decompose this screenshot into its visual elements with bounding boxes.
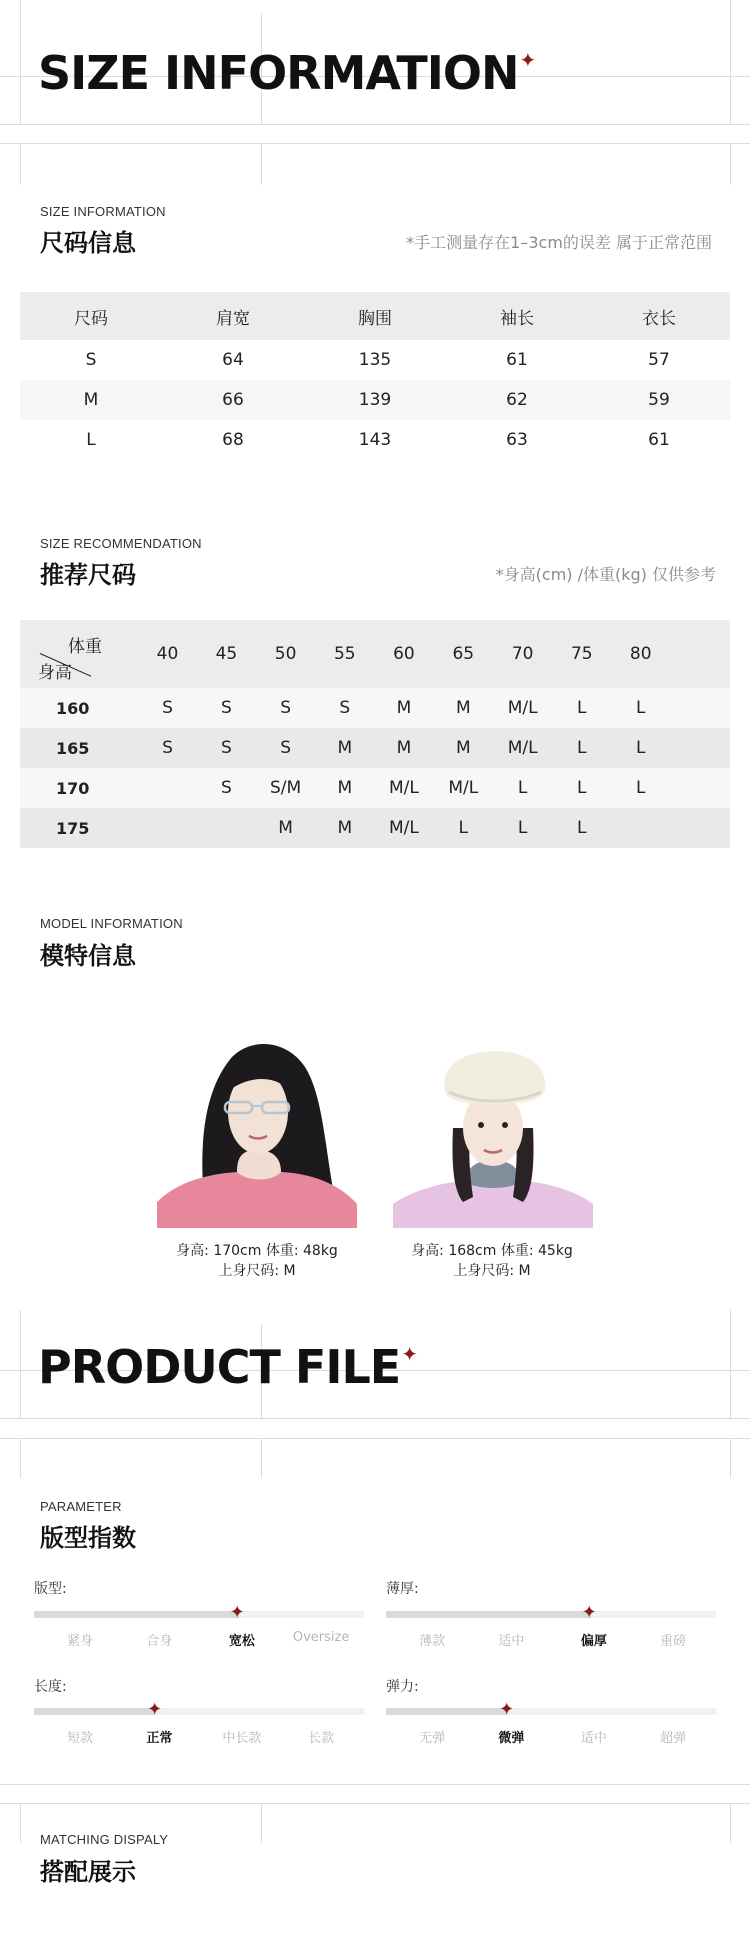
- param-option: Oversize: [292, 1630, 350, 1645]
- size-info-cn: 尺码信息: [40, 229, 136, 257]
- param-option: 适中: [498, 1634, 525, 1649]
- table-cell: 135: [358, 350, 392, 370]
- size-cell: S: [315, 688, 374, 728]
- size-cell: S: [197, 728, 256, 768]
- model-photo-2: [393, 1032, 593, 1228]
- size-cell: M/L: [493, 688, 552, 728]
- size-info-en: SIZE INFORMATION: [40, 204, 166, 219]
- weight-header: 50: [256, 620, 315, 688]
- grid-line: [20, 0, 21, 125]
- model-photo-1: [157, 1032, 357, 1228]
- table-row: [20, 380, 730, 420]
- table-row: [20, 688, 730, 728]
- model-2-caption: [362, 1241, 622, 1281]
- model-1-caption: [127, 1241, 387, 1281]
- size-cell: [670, 688, 730, 728]
- size-cell: L: [552, 688, 611, 728]
- star-marker-icon: ✦: [581, 1602, 597, 1622]
- size-cell: M: [256, 808, 315, 848]
- size-information-title: SIZE INFORMATION✦: [38, 46, 536, 100]
- size-cell: S: [197, 768, 256, 808]
- parameter-cn: 版型指数: [40, 1524, 136, 1552]
- size-cell: [197, 808, 256, 848]
- size-cell: L: [611, 768, 670, 808]
- size-cell: M: [315, 808, 374, 848]
- param-option: 正常: [146, 1731, 173, 1746]
- param-option: 适中: [580, 1731, 607, 1746]
- param-option: 无弹: [419, 1731, 446, 1746]
- size-cell: S: [256, 688, 315, 728]
- weight-header: 55: [315, 620, 374, 688]
- product-file-title: PRODUCT FILE✦: [38, 1340, 417, 1394]
- model-1-stats: 身高: 170cm 体重: 48kg: [176, 1243, 338, 1259]
- table-cell: L: [86, 430, 96, 450]
- size-cell: M/L: [374, 768, 433, 808]
- table-row: [20, 768, 730, 808]
- param-option: 紧身: [67, 1634, 94, 1649]
- table-row: [20, 808, 730, 848]
- weight-label: 体重: [68, 637, 102, 657]
- size-cell: S: [138, 728, 197, 768]
- param-option: 合身: [146, 1634, 173, 1649]
- size-cell: M: [374, 728, 433, 768]
- param-option: 超弹: [660, 1731, 687, 1746]
- size-cell: S: [197, 688, 256, 728]
- model-2-stats: 身高: 168cm 体重: 45kg: [411, 1243, 573, 1259]
- size-cell: [670, 728, 730, 768]
- size-cell: M: [374, 688, 433, 728]
- param-label: 长度:: [34, 1679, 67, 1695]
- size-rec-note: *身高(cm) /体重(kg) 仅供参考: [495, 565, 716, 584]
- size-cell: [138, 768, 197, 808]
- model-info-en: MODEL INFORMATION: [40, 916, 183, 931]
- param-label: 薄厚:: [386, 1581, 419, 1597]
- grid-line: [20, 1803, 21, 1843]
- grid-line: [730, 1803, 731, 1843]
- four-point-star-icon: ✦: [519, 48, 536, 72]
- diagonal-header: [20, 620, 138, 688]
- param-track: [386, 1602, 716, 1622]
- height-cell: 165: [20, 728, 138, 768]
- empty-header: [670, 620, 730, 688]
- size-cell: S/M: [256, 768, 315, 808]
- param-track: [386, 1699, 716, 1719]
- size-cell: [611, 808, 670, 848]
- param-fill: [386, 1708, 508, 1715]
- size-info-note: *手工测量存在1–3cm的误差 属于正常范围: [406, 233, 712, 252]
- grid-line: [20, 1310, 21, 1418]
- column-header: 衣长: [588, 292, 730, 340]
- param-option: 宽松: [228, 1634, 255, 1649]
- param-option: 短款: [67, 1731, 94, 1746]
- matching-cn: 搭配展示: [40, 1858, 136, 1886]
- param-fill: [386, 1611, 591, 1618]
- table-cell: 64: [222, 350, 244, 370]
- weight-header: 75: [552, 620, 611, 688]
- param-fill: [34, 1611, 239, 1618]
- model-2-size: 上身尺码: M: [453, 1263, 531, 1279]
- model-1-size: 上身尺码: M: [218, 1263, 296, 1279]
- grid-line: [261, 143, 262, 185]
- size-cell: L: [552, 808, 611, 848]
- table-cell: 57: [648, 350, 670, 370]
- size-cell: [670, 768, 730, 808]
- param-fill: [34, 1708, 156, 1715]
- table-cell: 63: [506, 430, 528, 450]
- size-recommendation-table: [20, 620, 730, 848]
- size-cell: S: [256, 728, 315, 768]
- size-cell: L: [552, 728, 611, 768]
- height-label: 身高: [38, 663, 72, 683]
- param-track: [34, 1602, 364, 1622]
- table-cell: 62: [446, 380, 588, 420]
- size-cell: S: [138, 688, 197, 728]
- grid-line: [20, 143, 21, 185]
- grid-line: [0, 124, 750, 125]
- grid-line: [730, 1310, 731, 1418]
- size-table: [20, 292, 730, 460]
- weight-header: 80: [611, 620, 670, 688]
- size-cell: L: [434, 808, 493, 848]
- table-cell: 66: [162, 380, 304, 420]
- rec-table-header: [20, 620, 730, 688]
- size-cell: [670, 808, 730, 848]
- param-option: 中长款: [222, 1731, 262, 1746]
- size-rec-cn: 推荐尺码: [40, 561, 136, 589]
- matching-en: MATCHING DISPALY: [40, 1832, 169, 1847]
- param-option: 长款: [308, 1731, 335, 1746]
- size-cell: [138, 808, 197, 848]
- weight-header: 60: [374, 620, 433, 688]
- grid-line: [20, 1438, 21, 1478]
- table-cell: 59: [588, 380, 730, 420]
- height-cell: 160: [20, 688, 138, 728]
- size-cell: M/L: [493, 728, 552, 768]
- grid-line: [730, 143, 731, 185]
- size-cell: L: [611, 728, 670, 768]
- table-cell: 139: [304, 380, 446, 420]
- height-cell: 170: [20, 768, 138, 808]
- height-cell: 175: [20, 808, 138, 848]
- model-info-cn: 模特信息: [40, 942, 136, 970]
- size-cell: L: [552, 768, 611, 808]
- column-header: 尺码: [20, 292, 162, 340]
- size-table-header: [20, 292, 730, 340]
- weight-header: 65: [434, 620, 493, 688]
- parameter-en: PARAMETER: [40, 1499, 122, 1514]
- size-cell: M/L: [434, 768, 493, 808]
- param-option: 薄款: [419, 1634, 446, 1649]
- param-option: 重磅: [660, 1634, 687, 1649]
- table-cell: S: [85, 350, 97, 370]
- table-row: [20, 728, 730, 768]
- grid-line: [0, 143, 750, 144]
- param-option: 微弹: [498, 1731, 525, 1746]
- size-cell: L: [493, 768, 552, 808]
- grid-line: [261, 1438, 262, 1478]
- table-cell: M: [20, 380, 162, 420]
- size-cell: M: [315, 728, 374, 768]
- column-header: 肩宽: [162, 292, 304, 340]
- param-label: 弹力:: [386, 1679, 419, 1695]
- grid-line: [261, 1803, 262, 1843]
- grid-line: [730, 1438, 731, 1478]
- grid-line: [0, 1784, 750, 1785]
- weight-header: 40: [138, 620, 197, 688]
- table-cell: 68: [222, 430, 244, 450]
- grid-line: [0, 1418, 750, 1419]
- grid-line: [0, 1438, 750, 1439]
- star-marker-icon: ✦: [229, 1602, 245, 1622]
- four-point-star-icon: ✦: [401, 1342, 417, 1366]
- weight-header: 45: [197, 620, 256, 688]
- table-cell: 61: [648, 430, 670, 450]
- table-cell: 143: [358, 430, 392, 450]
- table-row: [20, 340, 730, 380]
- param-track: [34, 1699, 364, 1719]
- grid-line: [730, 0, 731, 125]
- grid-line: [0, 1803, 750, 1804]
- star-marker-icon: ✦: [147, 1699, 163, 1719]
- column-header: 胸围: [304, 292, 446, 340]
- param-option: 偏厚: [580, 1634, 607, 1649]
- param-label: 版型:: [34, 1581, 67, 1597]
- size-cell: M: [315, 768, 374, 808]
- size-rec-en: SIZE RECOMMENDATION: [40, 536, 202, 551]
- table-cell: 61: [506, 350, 528, 370]
- size-cell: L: [611, 688, 670, 728]
- size-cell: M: [434, 688, 493, 728]
- size-cell: L: [493, 808, 552, 848]
- table-row: [20, 420, 730, 460]
- size-cell: M/L: [374, 808, 433, 848]
- column-header: 袖长: [446, 292, 588, 340]
- size-cell: M: [434, 728, 493, 768]
- weight-header: 70: [493, 620, 552, 688]
- star-marker-icon: ✦: [499, 1699, 515, 1719]
